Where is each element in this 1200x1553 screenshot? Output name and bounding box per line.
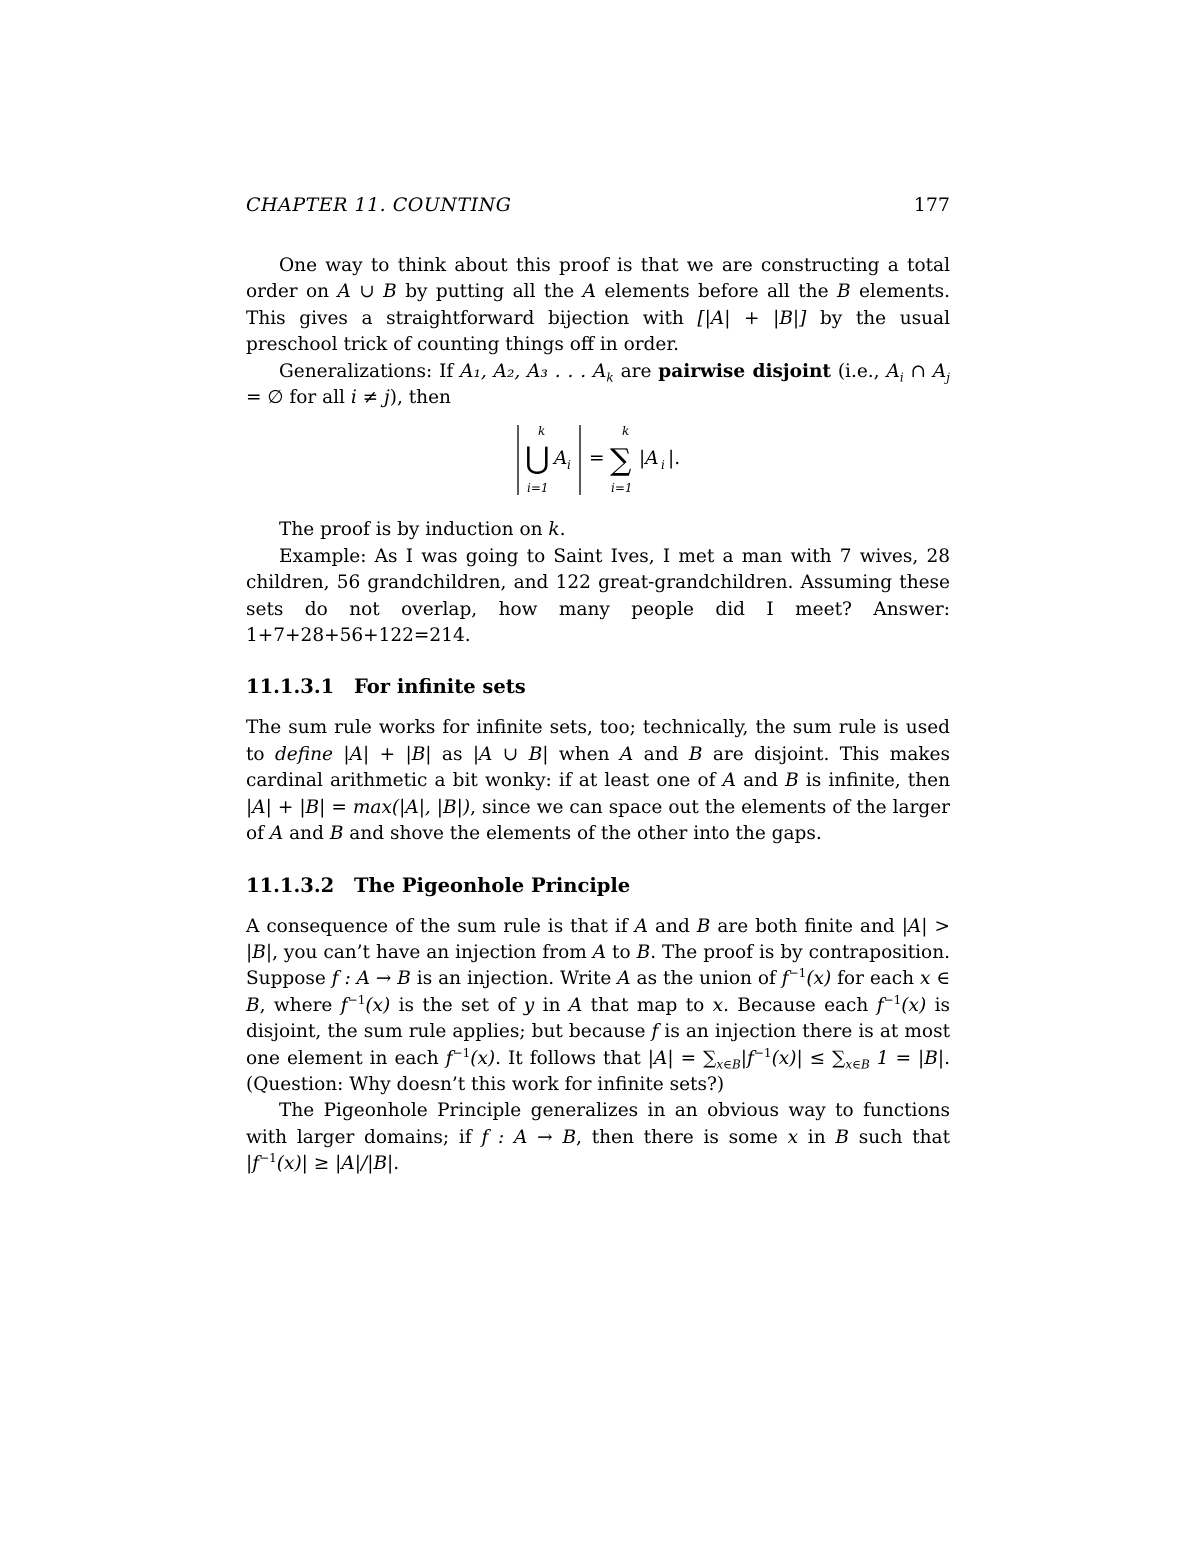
paragraph-generalizations: Generalizations: If A₁, A₂, A₃ . . . $A_k$ are pairwise disjoint (i.e., $A_i$ ∩ $A_j$ = ∅ for all i ≠ j), then [246,360,950,409]
sum-upper-limit: k [622,424,630,439]
union-sum-equation [246,417,950,513]
section-title: The Pigeonhole Principle [354,873,631,897]
big-sum-symbol: ∑ [610,443,632,479]
sum-term: |A [639,448,659,470]
display-equation [246,417,950,513]
page-number: 177 [913,194,950,216]
paragraph-example-saint-ives: Example: As I was going to Saint Ives, I met a man with 7 wives, 28 children, 56 grandchildren, and 122 great-grandchildren. Assuming these sets do not overlap, how many people did I meet? Answer: 1+7+28+56+122=214. [246,545,950,647]
section-heading-pigeonhole [246,873,950,899]
equals-sign: = [589,448,605,470]
section-heading-infinite-sets [246,674,950,700]
big-union-symbol: ⋃ [525,441,550,477]
paragraph-pigeonhole-proof: A consequence of the sum rule is that if A and B are both finite and |A| > |B|, you can’t have an injection from A to B. The proof is by contraposition. Suppose f : A → B is an injection. Write A as the union of $f^{-1}(x)$ for each x ∈ B, where $f^{-1}(x)$ is the set of y in A that map to x. Because each $f^{-1}(x)$ is disjoint, the sum rule applies; but because f is an injection there is at most one element in each $f^{-1}(x)$. It follows that $|A| = \sum_{x\in B}|f^{-1}(x)| \le \sum_{x\in B}$ 1 = |B|. (Question: Why doesn’t this work for infinite sets?) [246,915,951,1095]
paragraph-infinite-sets: The sum rule works for infinite sets, too; technically, the sum rule is used to define |A| + |B| as |A ∪ B| when A and B are disjoint. This makes cardinal arithmetic a bit wonky: if at least one of A and B is infinite, then |A| + |B| = max(|A|, |B|), since we can space out the elements of the larger of A and B and shove the elements of the other into the gaps. [246,717,951,845]
section-title: For infinite sets [354,675,526,699]
paragraph-induction: The proof is by induction on k. [279,519,566,541]
paragraph-pigeonhole-generalization: The Pigeonhole Principle generalizes in an obvious way to functions with larger domains; if f : A → B, then there is some x in B such that $|f^{-1}(x)| \ge |A|/|B|$. [246,1100,951,1175]
chapter-title: CHAPTER 11. COUNTING [246,194,512,216]
sum-term-subscript: i [661,458,665,473]
union-upper-limit: k [538,424,546,439]
section-number: 11.1.3.2 [246,873,335,897]
sum-lower-limit: i=1 [611,481,633,496]
set-a-subscript: i [567,458,571,473]
term-pairwise-disjoint: pairwise disjoint [658,360,831,382]
sum-term-end: |. [668,448,681,470]
paragraph-proof-idea: One way to think about this proof is that we are constructing a total order on A ∪ B by putting all the A elements before all the B elements. This gives a straightforward bijection with [|A| + |B|] by the usual preschool trick of counting things off in order. [246,255,951,356]
section-number: 11.1.3.1 [246,675,335,699]
union-lower-limit: i=1 [527,481,549,496]
running-header [246,190,950,220]
set-a: A [554,448,568,470]
page-body [246,190,950,1178]
